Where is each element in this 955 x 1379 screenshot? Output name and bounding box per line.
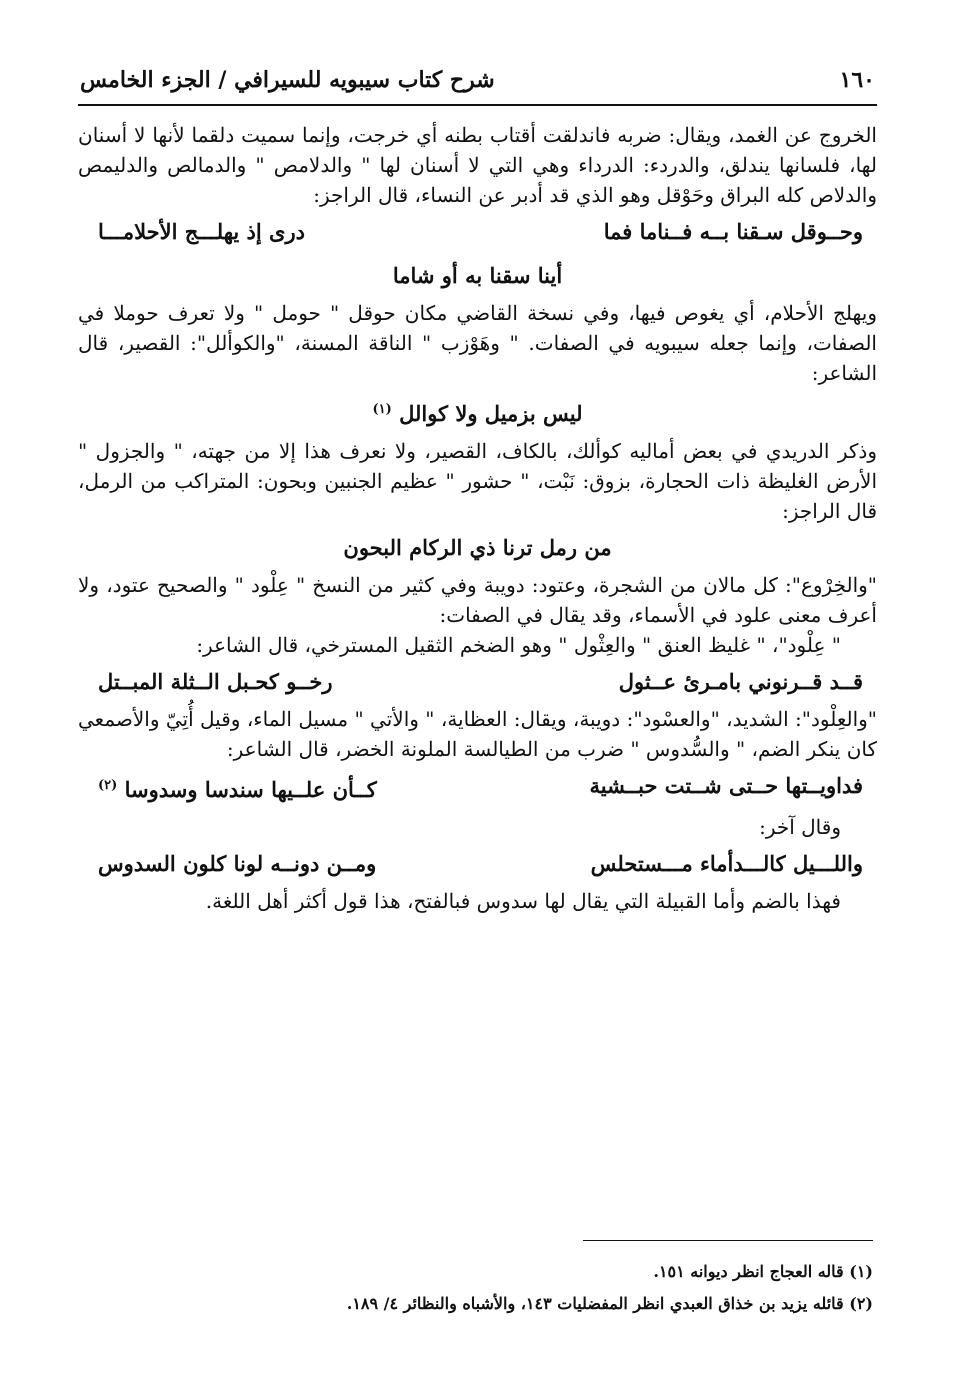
verse-line-centered: أينا سقنا به أو شاما [392, 263, 563, 288]
verse-hemistich-second: رخــو كحـبل الــثلة المبــتل [98, 669, 333, 694]
paragraph: فهذا بالضم وأما القبيلة التي يقال لها سدوس فبالفتح، هذا قول أكثر أهل اللغة. [205, 889, 841, 913]
paragraph: "والعِلْود": الشديد، "والعسْود": دويبة، ويقال: العظاية، " والأتي " مسيل الماء، وقيل أُتِيّ والأصمعي كان ينكر الضم، " والسُّدوس " ضرب من الطيالسة الملونة الخضر، قال الشاعر: [78, 707, 877, 761]
verse-line [78, 210, 877, 254]
paragraph: وقال آخر: [759, 815, 841, 839]
paragraph: "والخِرْوع": كل مالان من الشجرة، وعتود: دويبة وفي كثير من النسخ " عِلْود " والصحيح عتود، ولا أعرف معنى علود في الأسماء، وقد يقال في الصفات: [78, 573, 877, 627]
verse-line-centered [78, 388, 877, 436]
verse-line [78, 842, 877, 886]
verse-text: ليس بزميل ولا كوالل [399, 401, 583, 426]
footnotes [78, 1256, 873, 1320]
paragraph: الخروج عن الغمد، ويقال: ضربه فاندلقت أقتاب بطنه أي خرجت، وإنما سميت دلقما لأنها لا أسنان لها، فلسانها يندلق، والدردء: الدرداء وهي التي لا أسنان لها " والدلامص " والدمالص والدليمص والدلاص كله البراق وحَوْقل وهو الذي قد أدبر عن النساء، قال الراجز: [78, 123, 877, 207]
verse-hemistich-second [98, 764, 377, 812]
verse-hemistich-first: واللـــيل كالـــدأماء مـــستحلس [590, 851, 863, 876]
footnote-marker: (١) [372, 402, 392, 417]
verse-hemistich-first: فداويــتها حــتى شــتت حبــشية [589, 773, 863, 798]
main-text [78, 120, 877, 916]
paragraph: وذكر الدريدي في بعض أماليه كوألك، بالكاف، القصير، ولا نعرف هذا إلا من جهته، " والجزول " الأرض الغليظة ذات الحجارة، بزوق: نَبْت، " حشور " عظيم الجنبين وبحون: المتراكب من الرمل، قال الراجز: [78, 439, 877, 523]
running-header [80, 60, 875, 100]
paragraph: ويهلج الأحلام، أي يغوص فيها، وفي نسخة القاضي مكان حوقل " حومل " ولا تعرف حوملا في الصفات، وإنما جعله سيبويه في الصفات. " وهَوْزب " الناقة المسنة، "والكوألل": القصير، قال الشاعر: [78, 301, 877, 385]
footnote: (٢) قائله يزيد بن خذاق العبدي انظر المفضليات ١٤٣، والأشباه والنظائر ٤/ ١٨٩. [346, 1294, 873, 1313]
page-number: ١٦٠ [839, 67, 875, 93]
verse-line [78, 660, 877, 704]
verse-hemistich-second: ومــن دونــه لونا كلون السدوس [98, 851, 377, 876]
header-rule [78, 104, 877, 106]
footnote-marker: (٢) [98, 778, 118, 793]
book-title: شرح كتاب سيبويه للسيرافي / الجزء الخامس [80, 67, 495, 93]
verse-hemistich-first: قــد قــرنوني بامـرئ عــثول [618, 669, 863, 694]
footnote-rule [583, 1240, 873, 1241]
verse-line [78, 764, 877, 812]
footnote: (١) قاله العجاج انظر ديوانه ١٥١. [653, 1262, 873, 1281]
verse-hemistich-second: درى إذ يهلـــج الأحلامـــا [98, 219, 305, 244]
verse-hemistich-first: وحــوقل سـقنا بــه فــناما فما [603, 219, 863, 244]
verse-text: كــأن علــيها سندسا وسدوسا [124, 777, 377, 802]
verse-line-centered: من رمل ترنا ذي الركام البحون [343, 535, 612, 560]
paragraph: " عِلْود"، " غليظ العنق " والعِثْول " وهو الضخم الثقيل المسترخي، قال الشاعر: [196, 633, 841, 657]
